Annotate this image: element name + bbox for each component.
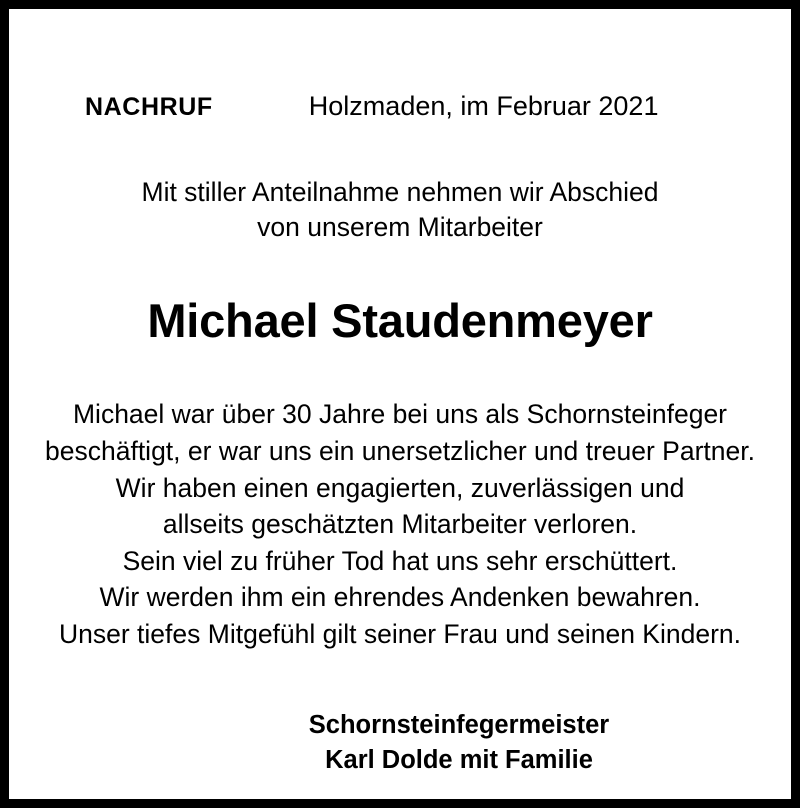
notice-intro bbox=[9, 175, 791, 245]
body-line: Unser tiefes Mitgefühl gilt seiner Frau und seinen Kindern. bbox=[59, 618, 741, 649]
intro-line: Mit stiller Anteilnahme nehmen wir Abschied bbox=[141, 177, 659, 207]
notice-header bbox=[9, 9, 791, 122]
notice-signature bbox=[9, 708, 791, 776]
obituary-notice bbox=[9, 9, 791, 799]
body-line: beschäftigt, er war uns ein unersetzlicher und treuer Partner. bbox=[45, 436, 755, 467]
notice-body bbox=[9, 396, 791, 652]
notice-place-date: Holzmaden, im Februar 2021 bbox=[308, 91, 659, 121]
body-line: Wir werden ihm ein ehrendes Andenken bewahren. bbox=[99, 582, 701, 613]
deceased-name: Michael Staudenmeyer bbox=[147, 294, 653, 348]
body-line: allseits geschätzten Mitarbeiter verloren. bbox=[162, 509, 638, 540]
body-line: Wir haben einen engagierten, zuverlässigen und bbox=[115, 472, 685, 503]
body-line: Michael war über 30 Jahre bei uns als Schornsteinfeger bbox=[72, 399, 728, 430]
signature-line: Karl Dolde mit Familie bbox=[325, 745, 593, 774]
body-line: Sein viel zu früher Tod hat uns sehr erschüttert. bbox=[122, 545, 678, 576]
signature-line: Schornsteinfegermeister bbox=[308, 711, 610, 740]
notice-kicker: NACHRUF bbox=[85, 93, 213, 121]
intro-line: von unserem Mitarbeiter bbox=[257, 212, 543, 243]
